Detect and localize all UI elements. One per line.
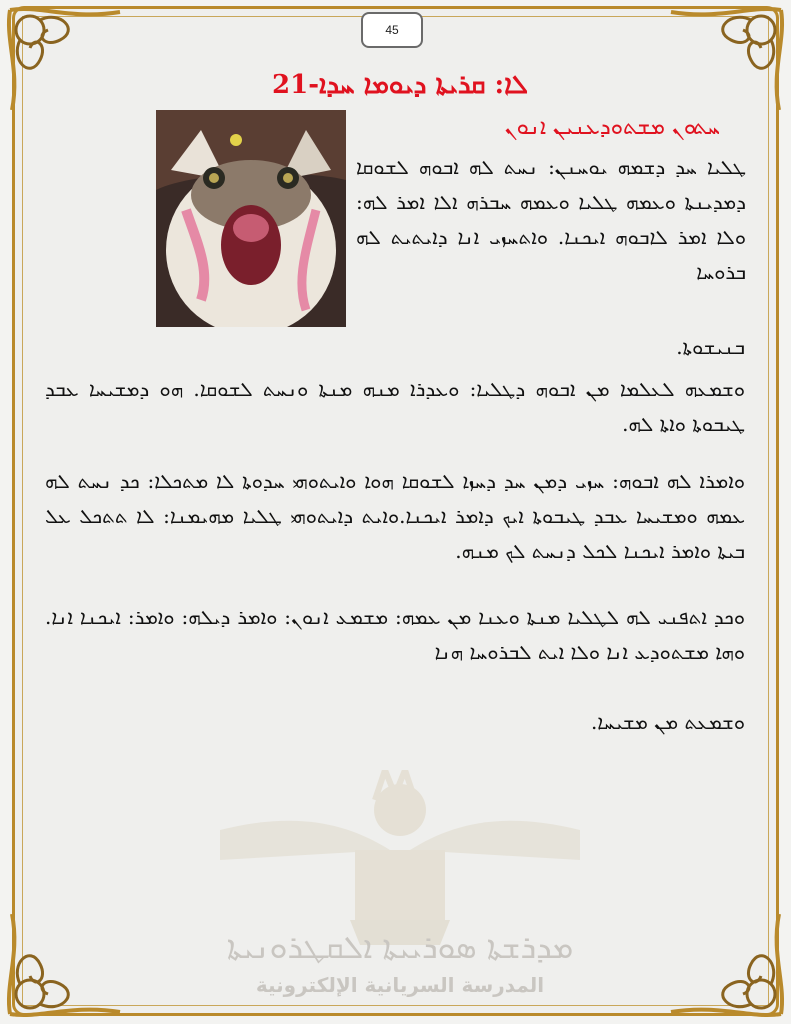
paragraph-4: ܘܟܕ ܐܬܦܢܝ ܠܗ ܠܛܠܝܐ ܡܢܬܐ ܘܥܢܐ ܡܢ ܥܡܗ: ܡܫܡܥ ܐܢܘܢ: ܘܐܡܪ ܕܝܠܗ: ܘܐܡܪ: ܐܝܟܢܐ ܐܢܐ. ܘܗܐ ܡܫܬܘܕܥ ܐܢܐ ܘܠܐ ܐܝܬ ܠܒܪܘܚܐ ܗܢܐ [45,605,745,664]
corner-ornament-icon [651,0,791,120]
paragraph-5: ܘܫܡܥܬ ܡܢ ܡܫܝܚܐ. [590,710,745,734]
corner-ornament-icon [0,0,140,120]
lesson-title: ܠܐ: ܩܪܝܬܐ ܕܝܘܡܐ ܚܕܐ-21 [272,70,528,100]
watermark-arabic-text: المدرسة السريانية الإلكترونية [255,973,545,997]
paragraph-1: ܛܠܝܐ ܚܕ ܕܫܡܗ ܝܘܚܢܢ: ܢܚܬ ܠܗ ܐܒܘܗ ܠܫܘܩܐ ܕܡܕܝܢܬܐ ܘܥܡܗ ܛܠܝܐ ܘܥܡܗ ܚܒܪܗ ܐܠܐ ܐܡܪ ܠܗ: ܘܠܐ ܐܡܪ ܠܐܒܘܗ ܐܝܟܢܐ. ܘܐܬܚܙܝ ܐܢܐ ܕܐܝܬܝܬ ܠܗ ܒܪܘܚܐ [356,155,746,284]
page-number: 45 [361,12,423,48]
corner-ornament-icon [0,904,140,1024]
paragraph-1-end: ܒܢܝܫܘܬܐ. [676,335,745,359]
corner-ornament-icon [651,904,791,1024]
paragraph-3: ܘܐܡܪܐ ܠܗ ܐܒܘܗ: ܚܙܝ ܕܡܢ ܚܕ ܕܚܙܐ ܠܫܘܩܐ ܗܘܐ ܘܐܝܬܘܗܝ ܚܕܘܬܐ ܠܐ ܡܬܟܠܐ: ܟܕ ܢܚܬ ܠܗ ܥܡܗ ܘܡܫܝܚܐ ܥܒܕ ܛܝܒܘܬܐ ܐܝܟ ܕܐܡܪ ܐܝܟܢܐ.ܘܐܝܬ ܕܐܝܬܘܗܝ ܛܠܝܐ ܡܗܝܡܢܐ: ܠܐ ܬܬܟܠ ܥܠ ܒܝܬܐ ܘܐܡܪ ܐܝܟܢܐ ܠܟܠ ܕܢܚܬ ܠܟ ܡܢܗ. [45,469,745,563]
watermark-syriac-text: ܡܕܪܫܬܐ ܣܘܪܝܝܬܐ ܐܠܩܛܪܘܢܝܬܐ [226,928,574,966]
paragraph-2: ܘܫܡܥܗ ܠܥܠܡܐ ܡܢ ܐܒܘܗ ܕܛܠܝܐ: ܘܥܕܪܐ ܡܢܗ ܡܢܬܐ ܘܢܚܬ ܠܫܘܩܐ. ܗܘ ܕܡܫܝܚܐ ܥܒܕ ܛܝܒܘܬܐ ܘܐܬܐ ܠܗ. [45,377,745,436]
lesson-subtitle: ܚܬܘܢ ܡܫܬܘܕܥܢܝܢ ܐܢܘܢ [504,115,720,140]
cat-photo [156,110,346,327]
